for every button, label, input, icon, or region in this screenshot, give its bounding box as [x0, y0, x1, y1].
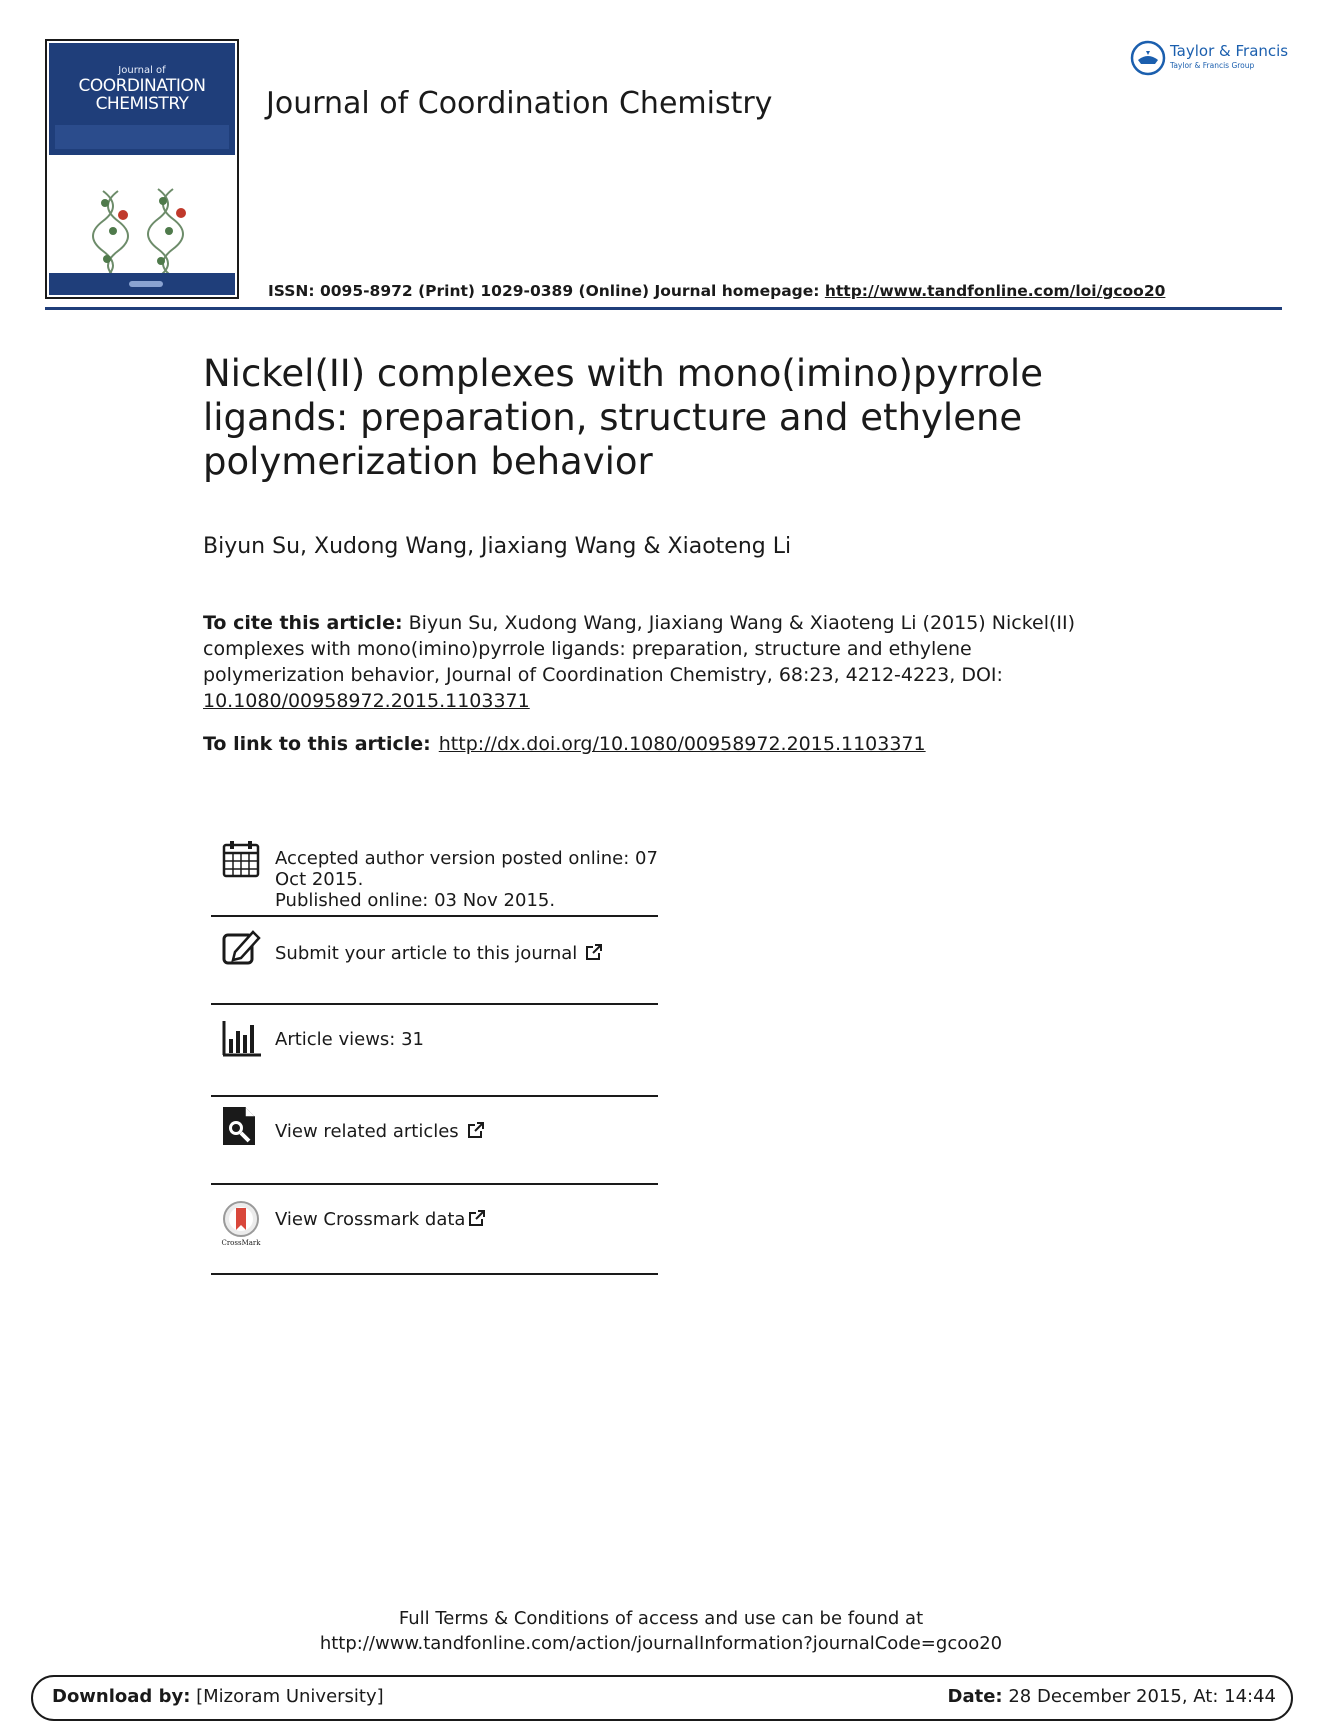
journal-name[interactable]: Journal of Coordination Chemistry [266, 86, 773, 121]
article-views: Article views: 31 [275, 1029, 424, 1050]
bar-chart-icon [221, 1019, 261, 1059]
external-link-icon [585, 943, 603, 961]
edit-icon [221, 927, 261, 967]
info-row-dates [211, 835, 658, 917]
download-label: Download by: [52, 1686, 191, 1707]
molecule-illustration [83, 181, 203, 281]
article-authors: Biyun Su, Xudong Wang, Jiaxiang Wang & Xiaoteng Li [203, 534, 792, 559]
calendar-icon [221, 839, 261, 879]
crossmark-icon [221, 1201, 261, 1247]
cover-band [49, 43, 235, 155]
terms-line: Full Terms & Conditions of access and use can be found at [398, 1608, 924, 1629]
article-link-line [203, 733, 926, 755]
journal-homepage-link[interactable]: http://www.tandfonline.com/loi/gcoo20 [824, 282, 1166, 300]
cover-title: COORDINATION CHEMISTRY [78, 76, 206, 114]
external-link-icon [468, 1209, 486, 1227]
download-date [948, 1686, 1276, 1707]
cite-label: To cite this article: [203, 612, 403, 634]
issn-line [268, 282, 1165, 300]
header-rule [45, 307, 1282, 310]
info-row-related[interactable] [211, 1097, 658, 1185]
document-search-icon [221, 1105, 261, 1145]
published-date: Published online: 03 Nov 2015. [275, 890, 556, 911]
info-row-submit[interactable] [211, 917, 658, 1005]
citation-block [203, 610, 1083, 714]
info-row-crossmark[interactable] [211, 1185, 658, 1275]
accepted-date: Accepted author version posted online: 07 [275, 848, 658, 869]
article-doi-link[interactable]: http://dx.doi.org/10.1080/00958972.2015.1103371 [438, 733, 926, 755]
issn-text: ISSN: 0095-8972 (Print) 1029-0389 (Online) Journal homepage: [268, 282, 825, 300]
related-articles-link[interactable]: View related articles [275, 1121, 459, 1142]
publisher-name: Taylor & Francis [1170, 42, 1289, 60]
download-by [52, 1686, 384, 1707]
crossmark-data-link[interactable]: View Crossmark data [275, 1209, 466, 1230]
external-link-icon [467, 1121, 485, 1139]
date-value: 28 December 2015, At: 14:44 [1002, 1686, 1276, 1707]
link-label: To link to this article: [203, 733, 431, 755]
info-row-views [211, 1005, 658, 1097]
terms-url[interactable]: http://www.tandfonline.com/action/journalInformation?journalCode=gcoo20 [319, 1633, 1003, 1654]
submit-article-link[interactable]: Submit your article to this journal [275, 943, 578, 964]
date-label: Date: [947, 1686, 1003, 1707]
terms-block [0, 1606, 1322, 1656]
crossmark-logo-text: CrossMark [221, 1239, 261, 1247]
journal-cover-image [45, 39, 239, 299]
cite-text: Biyun Su, Xudong Wang, Jiaxiang Wang & Xiaoteng Li (2015) Nickel(II) complexes with mono(imino)pyrrole ligands: preparation, structure and ethylene polymerization behavior, Journal of Coordination Chemistry, 68:23, 4212-4223, DOI: [203, 612, 1076, 686]
accepted-date-cont: Oct 2015. [275, 869, 364, 890]
publisher-sub: Taylor & Francis Group [1170, 61, 1255, 70]
download-value: [Mizoram University] [190, 1686, 384, 1707]
cover-small-title: Journal of [118, 65, 166, 76]
article-title: Nickel(II) complexes with mono(imino)pyrrole ligands: preparation, structure and ethylene polymerization behavior [203, 352, 1043, 483]
cite-doi-link[interactable]: 10.1080/00958972.2015.1103371 [203, 690, 530, 712]
